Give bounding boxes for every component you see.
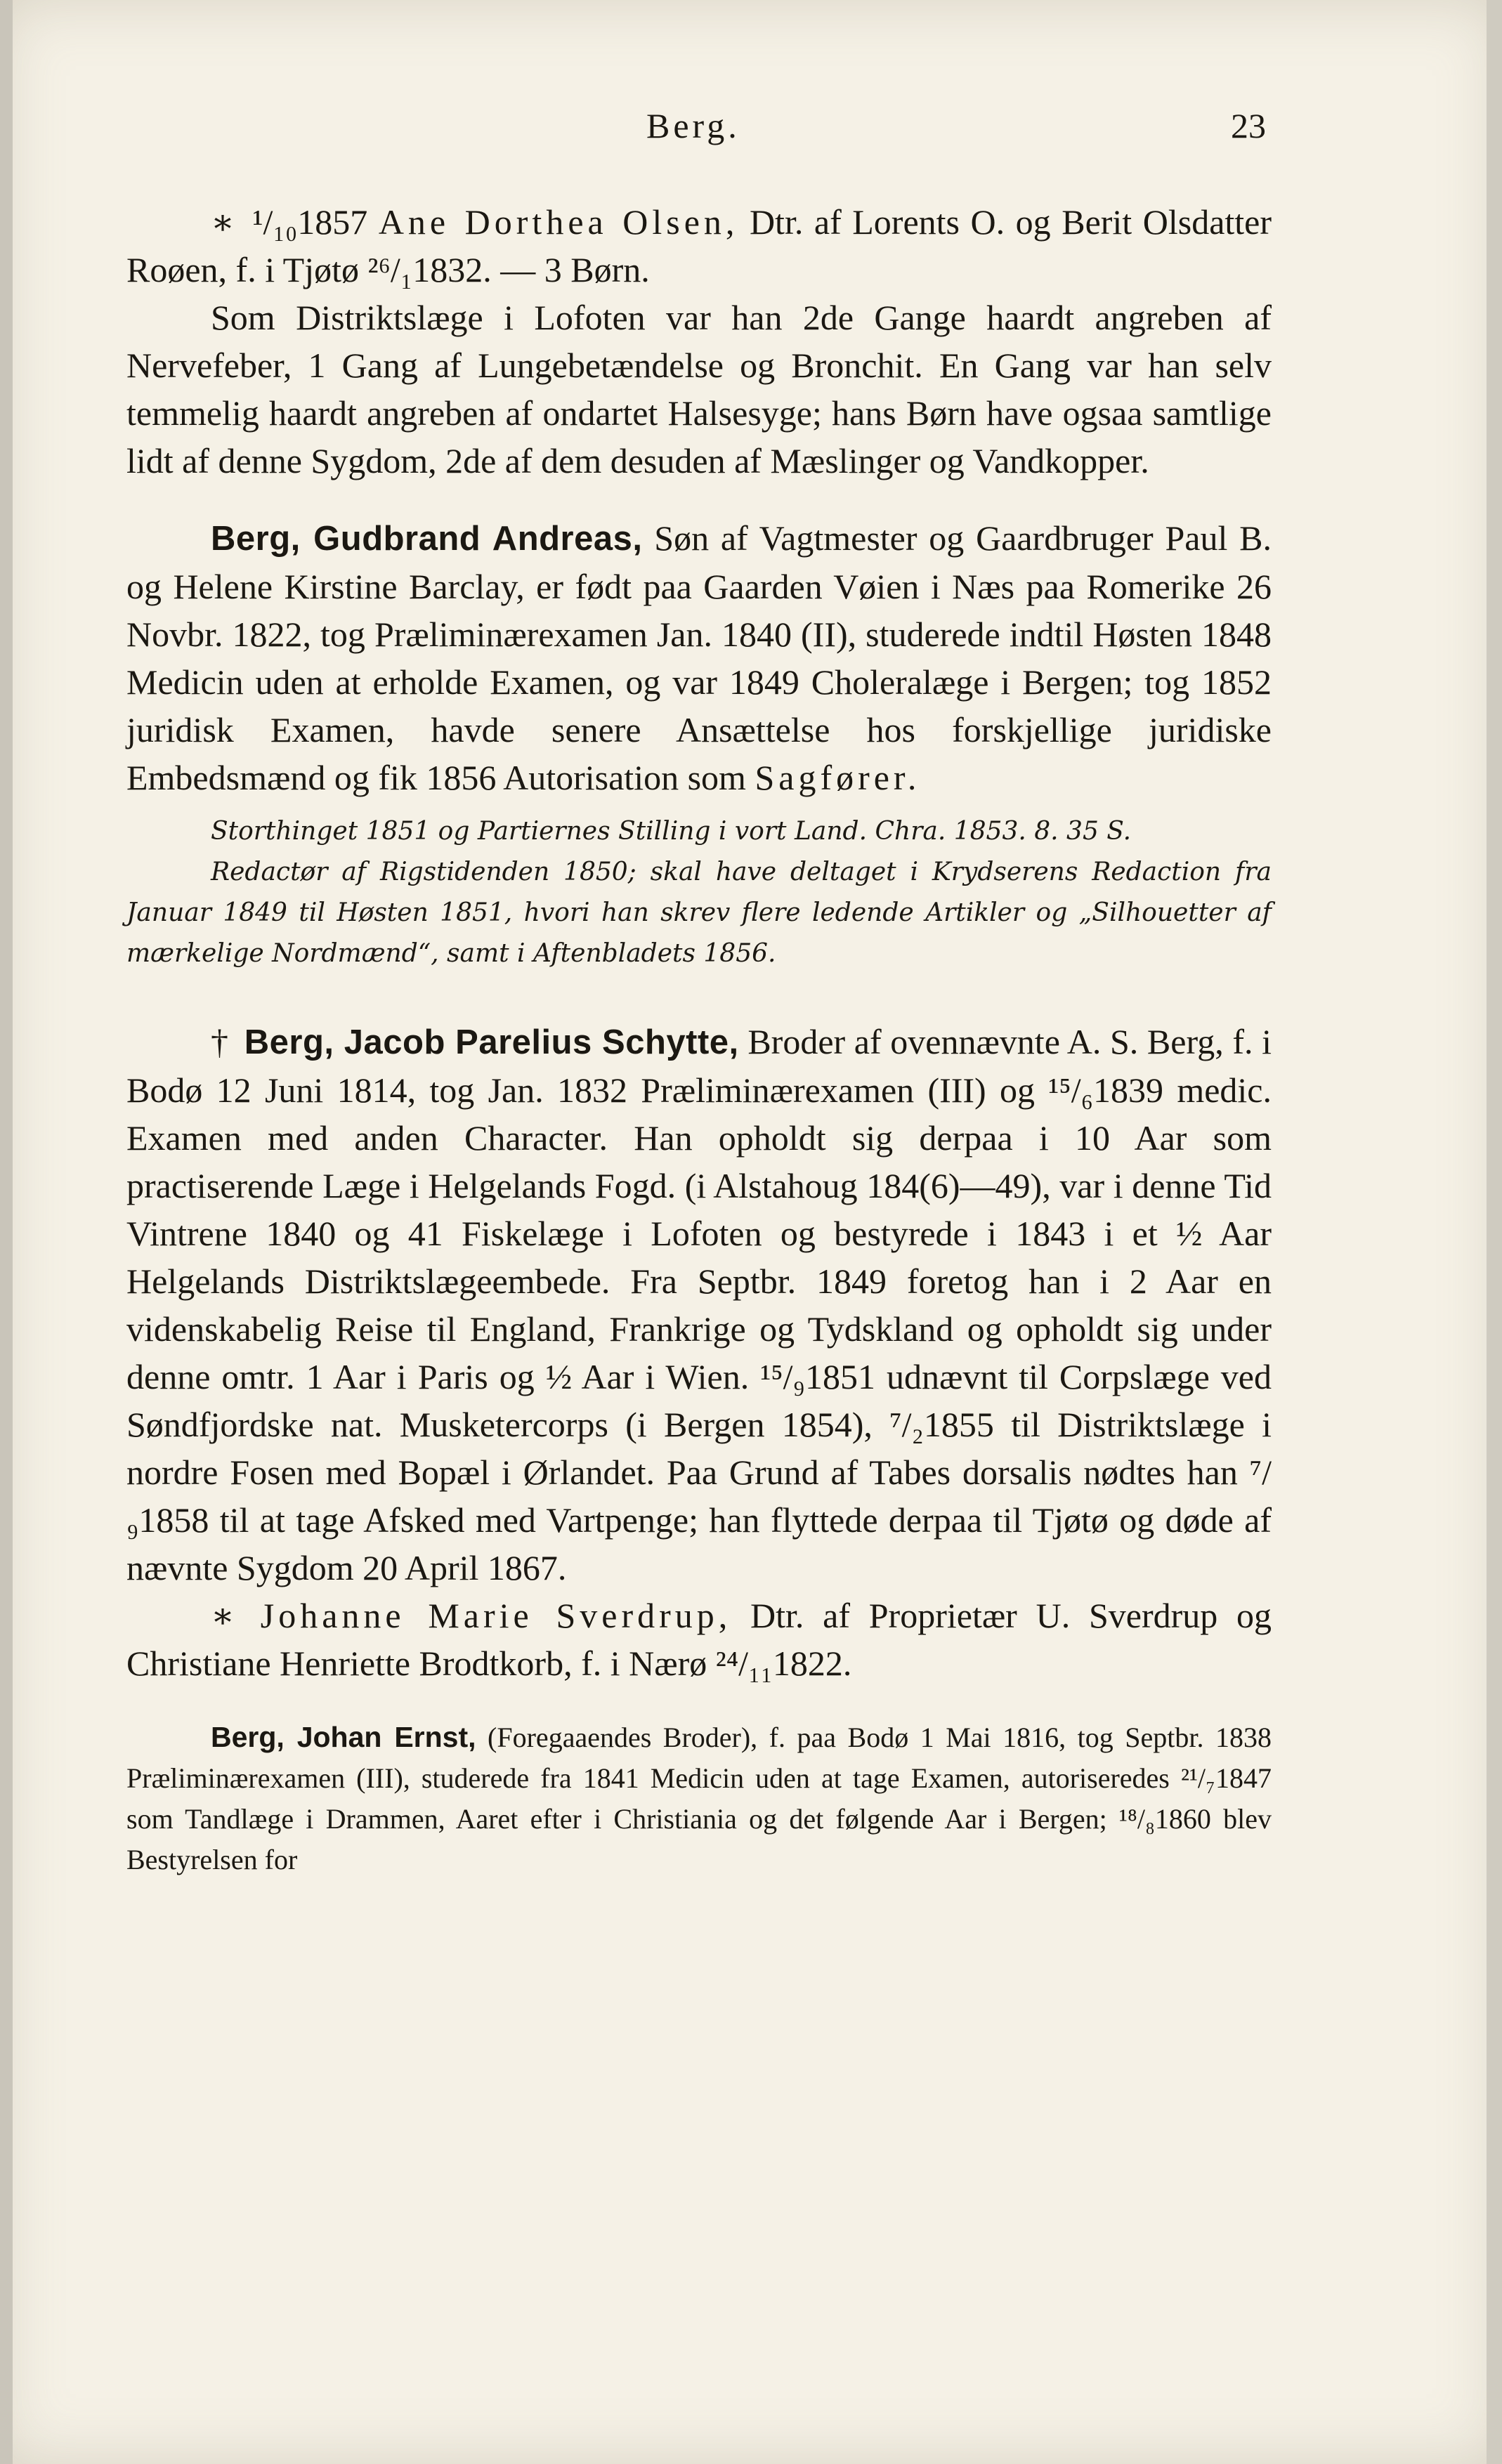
occupation-title: Sagfører. [755, 758, 921, 797]
page-edge-left [0, 0, 13, 2464]
person-name: Ane Dorthea Olsen, [378, 202, 739, 242]
page-number: 23 [1231, 106, 1266, 145]
illness-note: Som Distriktslæge i Lofoten var han 2de Gange haardt angreben af Nervefeber, 1 Gang af Lungebetændelse og Bronchit. En Gang var han selv temmelig haardt angreben af ondartet Halsesyge; hans Børn have ogsaa samtlige lidt af denne Sygdom, 2de af dem desuden af Mæslinger og Vandkopper. [126, 298, 1272, 480]
deceased-dagger-icon: † [211, 1022, 229, 1061]
editorial-note: Redactør af Rigstidenden 1850; skal have deltaget i Krydserens Redaction fra Januar 1849 til Høsten 1851, hvori han skrev flere ledende Artikler og „Silhouetter af mærkelige Nordmænd“, samt i Aftenbladets 1856. [126, 858, 1272, 968]
person-name: Johanne Marie Sverdrup, [260, 1596, 732, 1635]
bibliography-item: Storthinget 1851 og Partiernes Stilling i vort Land. Chra. 1853. 8. 35 S. [211, 817, 1132, 846]
person-name: Berg, Jacob Parelius Schytte, [244, 1023, 739, 1061]
entry-gudbrand-andreas [126, 514, 1272, 801]
person-name: Berg, Gudbrand Andreas, [211, 520, 643, 558]
entry-johan-ernst [126, 1717, 1272, 1880]
entry-text: Dtr. af Proprietær U. Sverdrup og Christiane Henriette Brodtkorb, f. i Nærø ²⁴/₁₁1822. [126, 1596, 1272, 1683]
married-star-icon: ∗ [211, 1596, 235, 1635]
entry-text: Søn af Vagtmester og Gaardbruger Paul B. og Helene Kirstine Barclay, er født paa Gaarden Vøien i Næs paa Romerike 26 Novbr. 1822, tog Præliminærexamen Jan. 1840 (II), studerede indtil Høsten 1848 Medicin uden at erholde Examen, og var 1849 Choleralæge i Bergen; tog 1852 juridisk Examen, havde senere Ansættelse hos forskjellige juridiske Embedsmænd og fik 1856 Autorisation som [126, 518, 1272, 797]
entry-wife-ane-dorthea [126, 198, 1272, 294]
entry-text: Broder af ovennævnte A. S. Berg, f. i Bodø 12 Juni 1814, tog Jan. 1832 Præliminærexamen (III) og ¹⁵/₆1839 medic. Examen med anden Character. Han opholdt sig derpaa i 10 Aar som practiserende Læge i Helgelands Fogd. (i Alstahoug 184(6)—49), var i denne Tid Vintrene 1840 og 41 Fiskelæge i Lofoten og bestyrede i 1843 i et ½ Aar Helgelands Distriktslægeembede. Fra Septbr. 1849 foretog han i 2 Aar en videnskabelig Reise til England, Frankrige og Tydskland og opholdt sig under denne omtr. 1 Aar i Paris og ½ Aar i Wien. ¹⁵/₉1851 udnævnt til Corpslæge ved Søndfjordske nat. Musketercorps (i Bergen 1854), ⁷/₂1855 til Distriktslæge i nordre Fosen med Bopæl i Ørlandet. Paa Grund af Tabes dorsalis nødtes han ⁷/₉1858 til at tage Afsked med Vartpenge; han flyttede derpaa til Tjøtø og døde af nævnte Sygdom 20 April 1867. [126, 1022, 1272, 1587]
entry-text: (Foregaaendes Broder), f. paa Bodø 1 Mai 1816, tog Septbr. 1838 Præliminærexamen (III), studerede fra 1841 Medicin uden at tage Examen, autoriseredes ²¹/₇1847 som Tandlæge i Drammen, Aaret efter i Christiania og det følgende Aar i Bergen; ¹⁸/₈1860 blev Bestyrelsen for [126, 1722, 1272, 1875]
married-star-icon: ∗ [211, 202, 235, 242]
entry-text: Dtr. af Lorents O. og Berit Olsdatter Roøen, f. i Tjøtø ²⁶/₁1832. — 3 Børn. [126, 202, 1272, 289]
person-name: Berg, Johan Ernst, [211, 1721, 476, 1753]
entry-wife-johanne-marie [126, 1592, 1272, 1687]
page-edge-right [1487, 0, 1502, 2464]
entry-jacob-parelius-schytte [126, 1018, 1272, 1592]
date: ¹/₁₀1857 [252, 202, 368, 242]
page-body [126, 198, 1272, 1880]
running-head: Berg. [646, 106, 740, 145]
page-header [0, 105, 1502, 162]
